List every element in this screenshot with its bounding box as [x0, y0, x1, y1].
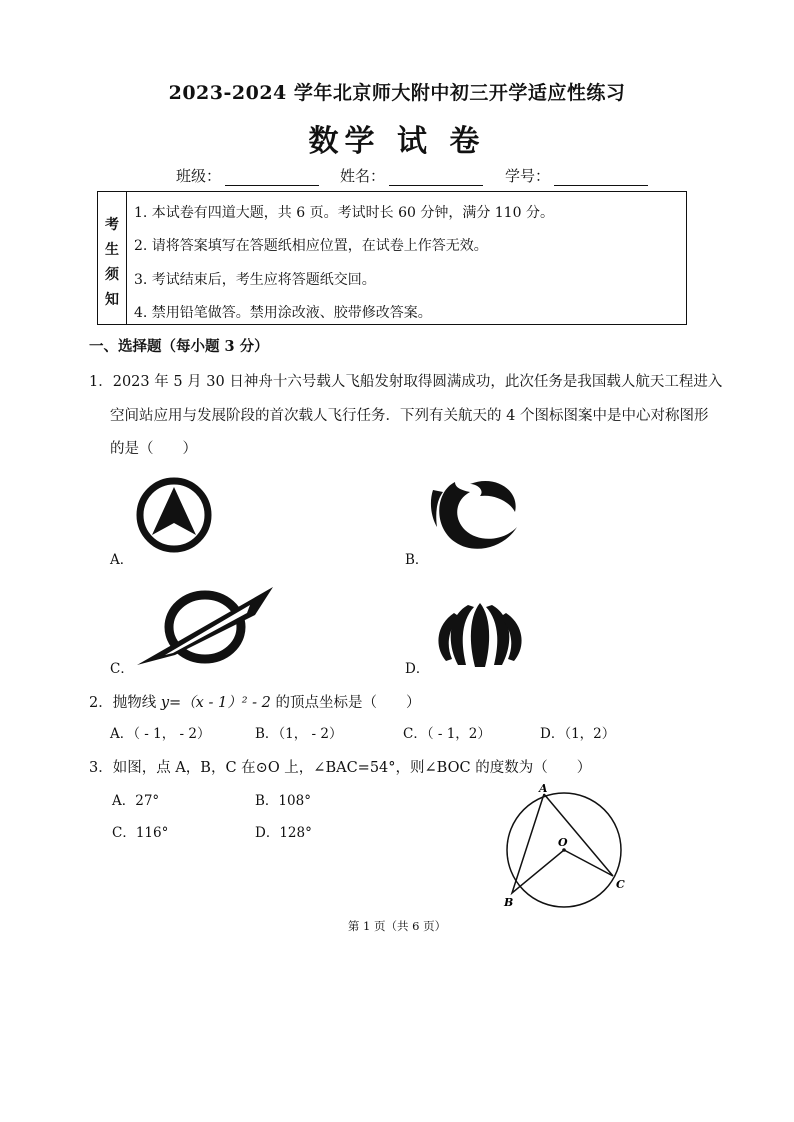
class-label: 班级：	[176, 167, 222, 185]
name-label: 姓名：	[340, 167, 386, 185]
class-field	[176, 165, 319, 186]
notice-item: 1. 本试卷有四道大题，共 6 页。考试时长 60 分钟，满分 110 分。	[134, 205, 554, 221]
notice-side-char: 生	[105, 242, 119, 258]
q3-circle-figure	[492, 780, 632, 910]
q1-option-c[interactable]: C．	[110, 661, 134, 677]
q3-option-c[interactable]: C．116°	[112, 825, 169, 841]
q1-option-a[interactable]: A．	[110, 552, 134, 568]
id-field	[505, 165, 648, 186]
q1-line: 的是（ ）	[110, 441, 197, 457]
q2-stem	[89, 691, 420, 712]
icon-c-ring-slash	[135, 585, 275, 670]
page-number: 第 1 页（共 6 页）	[347, 919, 447, 933]
q2-option-a[interactable]: A．（ - 1， - 2）	[110, 726, 211, 742]
id-label: 学号：	[505, 167, 551, 185]
notice-side-char: 考	[105, 217, 119, 233]
exam-subtitle: 数学 试 卷	[308, 124, 486, 159]
label-c: C	[616, 878, 625, 891]
q2-stem-prefix: 2．抛物线	[89, 695, 161, 711]
q1-option-d[interactable]: D．	[405, 661, 430, 677]
q2-option-d[interactable]: D．（1，2）	[540, 726, 616, 742]
q2-stem-suffix: 的顶点坐标是（ ）	[270, 695, 421, 711]
label-a: A	[539, 782, 548, 795]
q1-option-b[interactable]: B．	[405, 552, 429, 568]
notice-item: 4. 禁用铅笔做答。禁用涂改液、胶带修改答案。	[134, 305, 432, 321]
id-blank[interactable]	[554, 171, 648, 186]
exam-notice-box	[97, 191, 687, 325]
q3-option-b[interactable]: B．108°	[255, 793, 311, 809]
notice-side-char: 须	[105, 267, 119, 283]
q3-option-d[interactable]: D．128°	[255, 825, 312, 841]
q2-formula: y=（x - 1）² - 2	[160, 695, 271, 711]
notice-side-char: 知	[105, 292, 119, 308]
notice-item: 2. 请将答案填写在答题纸相应位置，在试卷上作答无效。	[134, 238, 488, 254]
label-o: O	[558, 836, 568, 849]
name-field	[340, 165, 483, 186]
icon-d-fan	[430, 595, 530, 675]
q2-option-c[interactable]: C．（ - 1，2）	[403, 726, 491, 742]
label-b: B	[504, 896, 514, 909]
q1-line: 空间站应用与发展阶段的首次载人飞行任务．下列有关航天的 4 个图标图案中是中心对称图形	[110, 408, 709, 424]
q2-option-b[interactable]: B．（1， - 2）	[255, 726, 343, 742]
notice-side-label	[98, 192, 127, 324]
icon-b-swirl	[425, 472, 525, 557]
notice-item: 3. 考试结束后，考生应将答题纸交回。	[134, 272, 376, 288]
exam-title: 2023-2024 学年北京师大附中初三开学适应性练习	[168, 82, 626, 104]
name-blank[interactable]	[389, 171, 483, 186]
icon-a-arrow-circle	[134, 475, 214, 555]
q3-option-a[interactable]: A．27°	[112, 793, 160, 809]
q1-line: 1．2023 年 5 月 30 日神舟十六号载人飞船发射取得圆满成功，此次任务是我国载人航天工程进入	[89, 374, 723, 390]
q3-stem: 3．如图，点 A，B，C 在⊙O 上，∠BAC=54°，则∠BOC 的度数为（ ）	[89, 760, 592, 776]
class-blank[interactable]	[225, 171, 319, 186]
section-title: 一、选择题（每小题 3 分）	[89, 338, 269, 355]
